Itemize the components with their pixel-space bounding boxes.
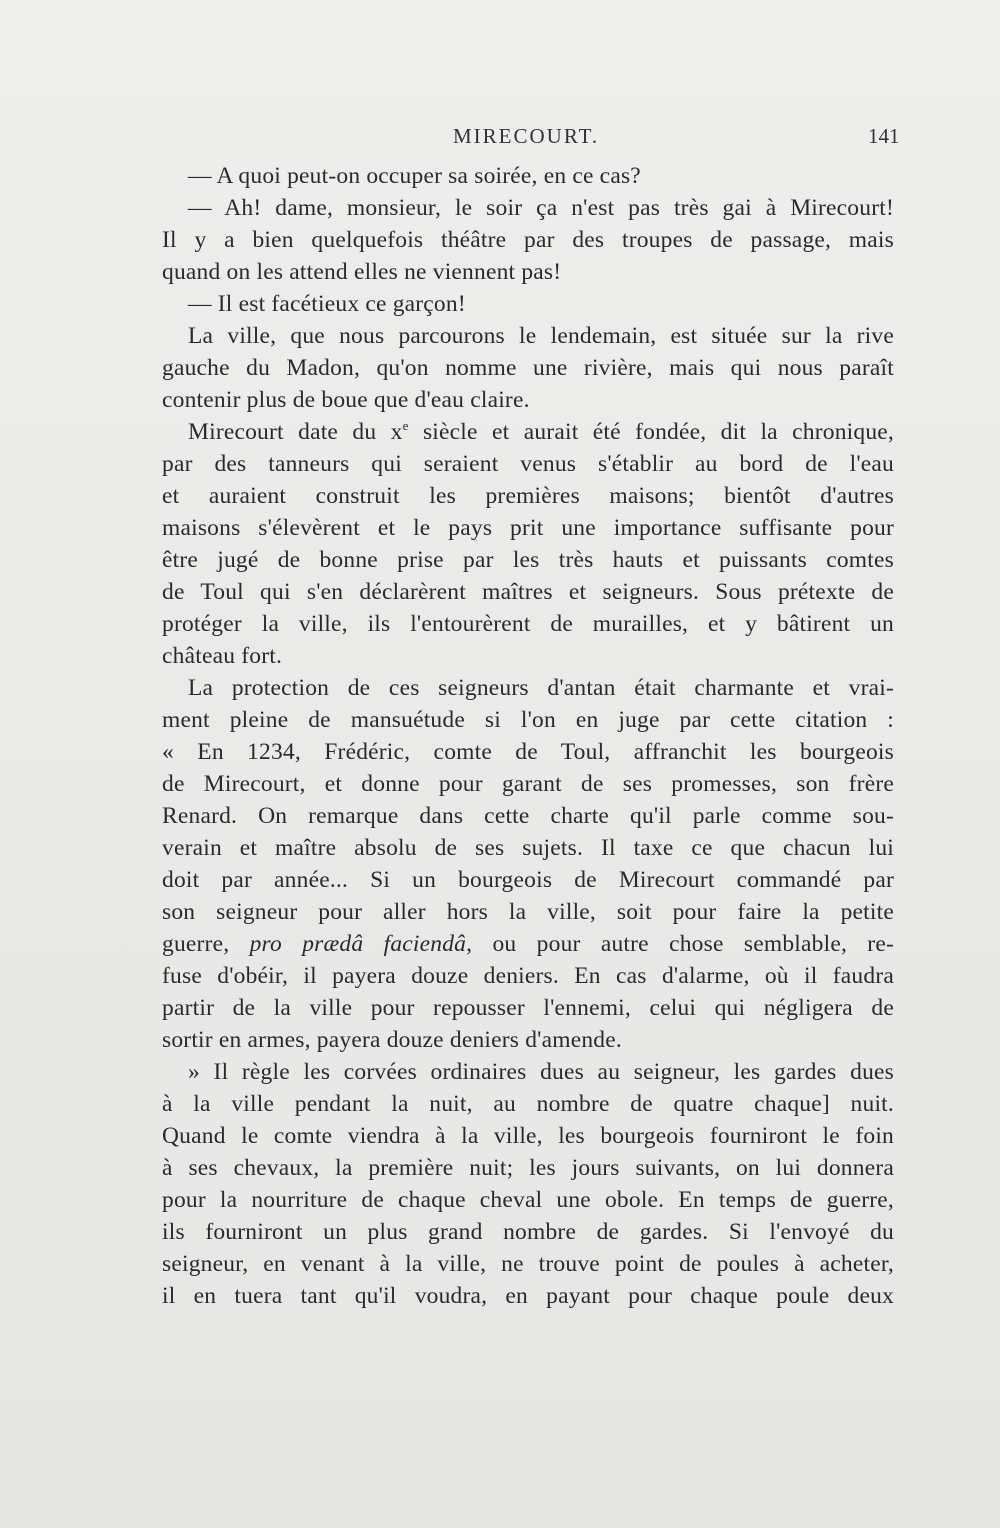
text-line: gauche du Madon, qu'on nomme une rivière, mais qui nous paraît	[162, 355, 894, 381]
latin-phrase: pro prædâ faciendâ	[249, 931, 467, 957]
text-line: Il y a bien quelquefois théâtre par des troupes de passage, mais	[162, 227, 894, 253]
running-title: MIRECOURT.	[453, 124, 600, 148]
text-line: verain et maître absolu de ses sujets. Il taxe ce que chacun lui	[162, 835, 894, 861]
text-line: — Ah! dame, monsieur, le soir ça n'est pas très gai à Mirecourt!	[188, 195, 894, 221]
text-line: par des tanneurs qui seraient venus s'établir au bord de l'eau	[162, 451, 894, 477]
body-text	[162, 160, 894, 1312]
text-line: ment pleine de mansuétude si l'on en juge par cette citation :	[162, 707, 894, 733]
text-line: son seigneur pour aller hors la ville, soit pour faire la petite	[162, 899, 894, 925]
text-line: — A quoi peut-on occuper sa soirée, en ce cas?	[188, 163, 641, 189]
text-line: doit par année... Si un bourgeois de Mirecourt commandé par	[162, 867, 894, 893]
text-line: ils fourniront un plus grand nombre de gardes. Si l'envoyé du	[162, 1219, 894, 1245]
text-line: La protection de ces seigneurs d'antan était charmante et vrai-	[188, 675, 894, 701]
page-number: 141	[868, 124, 900, 148]
text-line: fuse d'obéir, il payera douze deniers. En cas d'alarme, où il faudra	[162, 963, 894, 989]
text-line	[162, 928, 894, 960]
text-segment: Mirecourt date du x	[188, 419, 403, 445]
text-line: seigneur, en venant à la ville, ne trouve point de poules à acheter,	[162, 1251, 894, 1277]
text-line: Renard. On remarque dans cette charte qu'il parle comme sou-	[162, 803, 894, 829]
text-line: et auraient construit les premières maisons; bientôt d'autres	[162, 483, 894, 509]
text-line: château fort.	[162, 643, 283, 669]
text-line: être jugé de bonne prise par les très hauts et puissants comtes	[162, 547, 894, 573]
text-line: à ses chevaux, la première nuit; les jours suivants, on lui donnera	[162, 1155, 894, 1181]
running-head	[0, 124, 1000, 154]
text-segment: , ou pour autre chose semblable, re-	[466, 931, 894, 957]
text-line: il en tuera tant qu'il voudra, en payant pour chaque poule deux	[162, 1283, 894, 1309]
text-line: « En 1234, Frédéric, comte de Toul, affranchit les bourgeois	[162, 739, 894, 765]
text-line: de Mirecourt, et donne pour garant de ses promesses, son frère	[162, 771, 894, 797]
text-line: pour la nourriture de chaque cheval une obole. En temps de guerre,	[162, 1187, 894, 1213]
text-line: protéger la ville, ils l'entourèrent de murailles, et y bâtirent un	[162, 611, 894, 637]
text-line: partir de la ville pour repousser l'ennemi, celui qui négligera de	[162, 995, 894, 1021]
text-line: — Il est facétieux ce garçon!	[188, 291, 466, 317]
text-line: de Toul qui s'en déclarèrent maîtres et seigneurs. Sous prétexte de	[162, 579, 894, 605]
text-line: maisons s'élevèrent et le pays prit une importance suffisante pour	[162, 515, 894, 541]
superscript: e	[402, 418, 409, 433]
text-line: » Il règle les corvées ordinaires dues au seigneur, les gardes dues	[188, 1059, 894, 1085]
text-line: sortir en armes, payera douze deniers d'amende.	[162, 1027, 622, 1053]
text-segment: guerre,	[162, 931, 250, 957]
text-line	[162, 416, 894, 448]
text-line: La ville, que nous parcourons le lendemain, est située sur la rive	[188, 323, 894, 349]
text-line: à la ville pendant la nuit, au nombre de quatre chaque] nuit.	[162, 1091, 894, 1117]
text-line: quand on les attend elles ne viennent pas!	[162, 259, 562, 285]
text-segment: siècle et aurait été fondée, dit la chronique,	[408, 419, 894, 445]
text-line: Quand le comte viendra à la ville, les bourgeois fourniront le foin	[162, 1123, 894, 1149]
text-line: contenir plus de boue que d'eau claire.	[162, 387, 530, 413]
